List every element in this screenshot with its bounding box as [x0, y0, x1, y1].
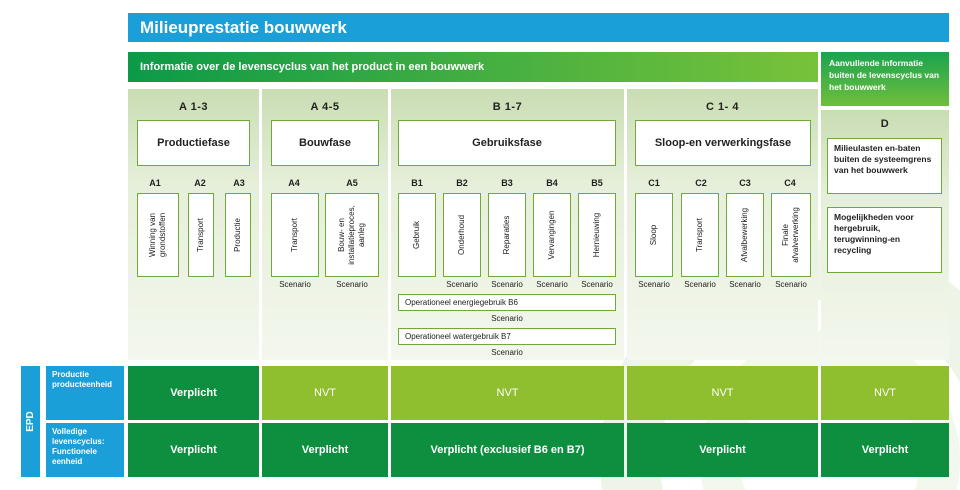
cell-lifecycle-d: Verplicht: [821, 423, 949, 477]
module-code-b3: B3: [501, 178, 513, 188]
module-code-b1: B1: [411, 178, 423, 188]
cell-lifecycle-b17: Verplicht (exclusief B6 en B7): [391, 423, 624, 477]
cell-lifecycle-a45: Verplicht: [262, 423, 388, 477]
lifecycle-banner: Informatie over de levenscyclus van het product in een bouwwerk: [128, 52, 818, 82]
module-b3: Reparaties: [488, 193, 526, 277]
operational-energy-box: Operationeel energiegebruik B6: [398, 294, 616, 311]
cell-lifecycle-a13: Verplicht: [128, 423, 259, 477]
additional-info-banner: Aanvullende informatie buiten de levenscyclus van het bouwwerk: [821, 52, 949, 106]
module-b4: Vervangingen: [533, 193, 571, 277]
module-a1: Winning van grondstoffen: [137, 193, 179, 277]
stage-code: A 4-5: [310, 101, 340, 113]
cell-lifecycle-c14: Verplicht: [627, 423, 818, 477]
scenario-b5: Scenario: [581, 280, 613, 289]
phase-productiefase: Productiefase: [137, 120, 250, 166]
scenario-b6: Scenario: [491, 314, 523, 323]
module-b1: Gebruik: [398, 193, 436, 277]
module-c1: Sloop: [635, 193, 673, 277]
stage-code: C 1- 4: [706, 101, 739, 113]
cell-production-a45: NVT: [262, 366, 388, 420]
stage-d-box-reuse: Mogelijkheden voor hergebruik, terugwinning-en recycling: [827, 207, 942, 273]
module-a3: Productie: [225, 193, 251, 277]
row-label-lifecycle: Volledige levenscyclus: Functionele eenheid: [46, 423, 124, 477]
cell-production-c14: NVT: [627, 366, 818, 420]
module-code-b5: B5: [591, 178, 603, 188]
scenario-a4: Scenario: [279, 280, 311, 289]
stage-code: A 1-3: [179, 101, 208, 113]
module-a5: Bouw- en installatieproces, aanleg: [325, 193, 379, 277]
scenario-b3: Scenario: [491, 280, 523, 289]
module-a2: Transport: [188, 193, 214, 277]
scenario-a5: Scenario: [336, 280, 368, 289]
scenario-b2: Scenario: [446, 280, 478, 289]
module-b2: Onderhoud: [443, 193, 481, 277]
module-a4: Transport: [271, 193, 319, 277]
module-code-a5: A5: [346, 178, 358, 188]
module-code-c3: C3: [739, 178, 751, 188]
phase-gebruiksfase: Gebruiksfase: [398, 120, 616, 166]
cell-production-a13: Verplicht: [128, 366, 259, 420]
module-code-a4: A4: [288, 178, 300, 188]
stage-d-box-environmental: Milieulasten en-baten buiten de systeemgrens van het bouwwerk: [827, 138, 942, 194]
module-code-a3: A3: [233, 178, 245, 188]
cell-production-b17: NVT: [391, 366, 624, 420]
scenario-b7: Scenario: [491, 348, 523, 357]
epd-label: EPD: [21, 366, 40, 477]
module-code-a2: A2: [194, 178, 206, 188]
module-c3: Afvalbewerking: [726, 193, 764, 277]
module-code-b2: B2: [456, 178, 468, 188]
module-code-c2: C2: [695, 178, 707, 188]
module-code-b4: B4: [546, 178, 558, 188]
scenario-b4: Scenario: [536, 280, 568, 289]
stage-code: D: [880, 118, 890, 130]
module-code-a1: A1: [149, 178, 161, 188]
phase-sloopfase: Sloop-en verwerkingsfase: [635, 120, 811, 166]
page-title: Milieuprestatie bouwwerk: [128, 13, 949, 42]
stage-code: B 1-7: [492, 101, 523, 113]
module-b5: Hernieuwing: [578, 193, 616, 277]
row-label-production: Productie producteenheid: [46, 366, 124, 420]
scenario-c2: Scenario: [684, 280, 716, 289]
module-code-c4: C4: [784, 178, 796, 188]
scenario-c1: Scenario: [638, 280, 670, 289]
scenario-c4: Scenario: [775, 280, 807, 289]
phase-bouwfase: Bouwfase: [271, 120, 379, 166]
module-c2: Transport: [681, 193, 719, 277]
module-c4: Finale afvalverwerking: [771, 193, 811, 277]
module-code-c1: C1: [648, 178, 660, 188]
operational-water-box: Operationeel watergebruik B7: [398, 328, 616, 345]
scenario-c3: Scenario: [729, 280, 761, 289]
cell-production-d: NVT: [821, 366, 949, 420]
